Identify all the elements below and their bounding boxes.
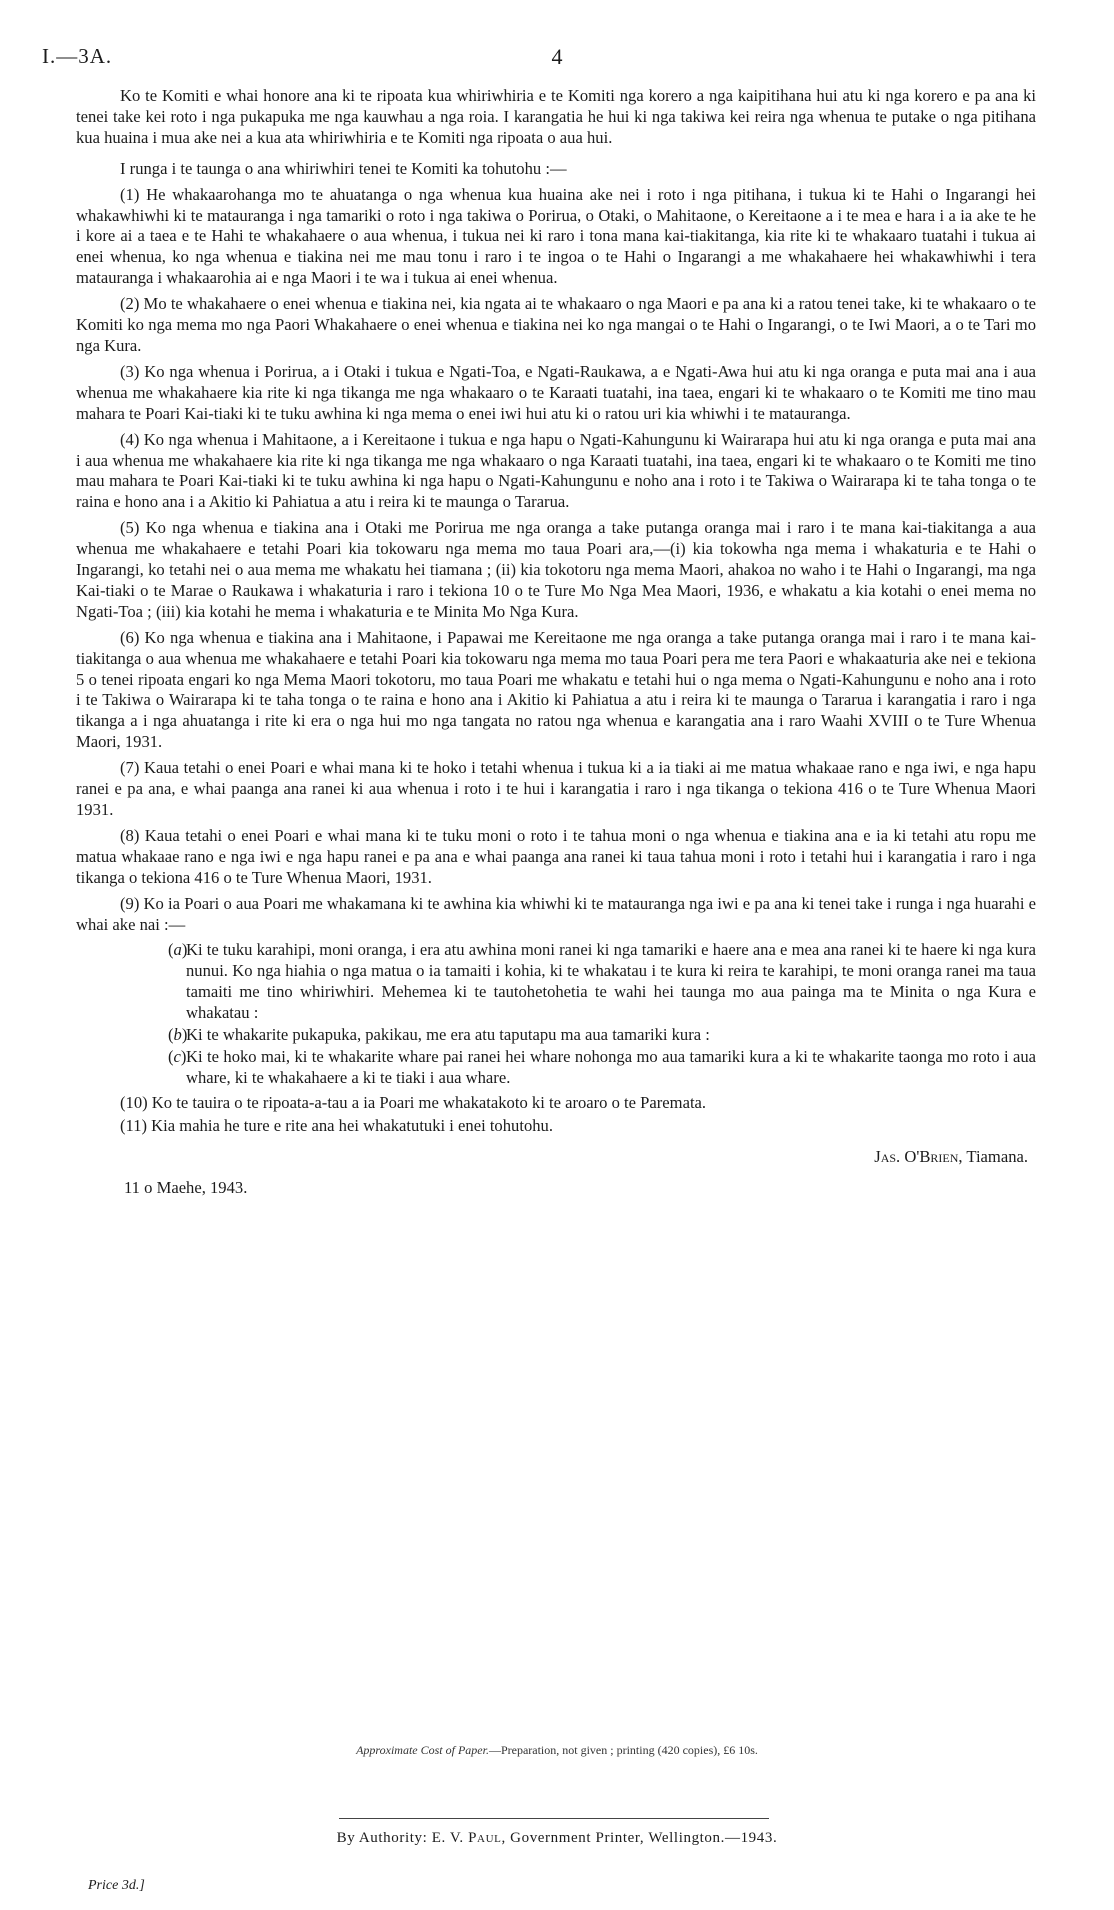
page-header — [42, 44, 1072, 74]
price-note: Price 3d.] — [88, 1878, 145, 1893]
signature — [76, 1147, 1036, 1168]
page-number: 4 — [551, 44, 563, 69]
recommendation-3: (3) Ko nga whenua i Porirua, a i Otaki i tukua e Ngati-Toa, e Ngati-Raukawa, a e Ngati-Awa hui atu ki nga oranga e puta mai ana i aua whenua me whakahaere kia rite ki nga tikanga me nga whakaaro o te Karaati tuatahi, ina taea, engari ki te whakaaro o te Komiti me tino mau mahara te Poari Kai-tiaki ki te tuku awhina ki nga mema o enei iwi hui atu ki o ratou uri kia whiwhi i te matauranga. — [76, 361, 1036, 423]
recommendation-1: (1) He whakaarohanga mo te ahuatanga o nga whenua kua huaina ake nei i roto i nga pitihana, i tukua ki te Hahi o Ingarangi hei whakawhiwhi ki te matauranga i nga tamariki o roto i nga takiwa o Porirua, o Otaki, o Mahitaone, o Kereitaone a i te mea e hara i a ia ake te he i kore ai a taea e te Hahi te whakahaere o aua whenua, i tukua nei ki raro i tona mana kai-tiakitanga, kia rite ki te whakaaro tuatahi i tukua ai enei whenua, ko nga whenua e tiakina nei me mau tonu i raro i te ingoa o te Hahi o Ingarangi a me whakahaere hei whakawhiwhi i tera matauranga i whakaarohia ai e nga Maori i te wa i tukua ai enei whenua. — [76, 184, 1036, 288]
recommendation-5: (5) Ko nga whenua e tiakina ana i Otaki me Porirua me nga oranga a take putanga oranga mai i raro i te mana kai-tiakitanga a aua whenua me whakahaere e tetahi Poari kia tokowaru nga mema mo taua Poari ara,—(i) kia tokowha nga mema i whakaturia e te Hahi o Ingarangi, ko tetahi nei o aua mema me whakatu hei tiamana ; (ii) kia tokotoru nga mema Maori, ahakoa no waho i te Hahi o Ingarangi, ma nga Kai-tiaki o te Marae o Raukawa i whakaturia i raro i tekiona 10 o te Ture Mo Nga Mea Maori, 1936, e whakatu a kia kotahi o enei mema no Ngati-Toa ; (iii) kia kotahi he mema i whakaturia e te Minita Mo Nga Kura. — [76, 518, 1036, 621]
subitem-a — [76, 940, 1036, 1024]
recommendation-2: (2) Mo te whakahaere o enei whenua e tiakina nei, kia ngata ai te whakaaro o nga Maori e pa ana ki a ratou tenei take, ki te whakaaro o te Komiti ko nga mema mo nga Paori Whakahaere o enei whenua e tiakina nei ko nga mangai o te Hahi o Ingarangi, o te Iwi Maori, a o te Tari mo nga Kura. — [76, 294, 1036, 355]
recommendation-4: (4) Ko nga whenua i Mahitaone, a i Kereitaone i tukua e nga hapu o Ngati-Kahungunu ki Wairarapa hui atu ki nga oranga e puta mai ana i aua whenua me whakahaere kia rite ki nga tikanga me nga whakaaro o nga Karaati tuatahi, ina taea, engari ki te whakaaro o te Komiti me tino mau mahara te Poari Kai-tiaki ki te tuku awhina ki nga hapu o Ngati-Kahungunu e noho ana i roto i te Takiwa o Wairarapa ki te taha tonga o te raina e hono ana i a Akitio ki Pahiatua a atu i reira ki te maunga o Tararua. — [76, 429, 1036, 512]
report-date: 11 o Maehe, 1943. — [124, 1177, 248, 1197]
recommendation-11: (11) Kia mahia he ture e rite ana hei whakatutuki i enei tohutohu. — [120, 1115, 553, 1135]
printer-name: Paul — [468, 1830, 502, 1846]
divider-rule — [339, 1818, 769, 1819]
recommendation-10: (10) Ko te tauira o te ripoata-a-tau a ia Poari me whakatakoto ki te aroaro o te Paremata. — [120, 1092, 707, 1112]
printer-authority: By Authority: E. V. Paul, Government Printer, Wellington.—1943. — [336, 1830, 778, 1846]
subitem-label: (a) — [168, 940, 188, 960]
subitem-text: Ki te tuku karahipi, moni oranga, i era atu awhina moni ranei ki nga tamariki e haere ana e mea ana ranei ki te haere ki nga kura nunui. Ko nga hiahia o nga matua o ia tamaiti i kohia, ki te whakatau i te kura ki reira te karahipi, te moni oranga ranei ma taua tamaiti me tino whiriwhiri. Mehemea ki te tautohetohetia te wahi hei taunga mo aua painga ma te Minita o nga Kura e whakatau : — [186, 940, 1036, 1023]
lead-paragraph: I runga i te taunga o ana whiriwhiri tenei te Komiti ka tohutohu :— — [120, 158, 567, 178]
report-body — [76, 86, 1036, 1198]
subitem-text: Ki te whakarite pukapuka, pakikau, me era atu taputapu ma aua tamariki kura : — [186, 1025, 710, 1045]
intro-paragraph: Ko te Komiti e whai honore ana ki te ripoata kua whiriwhiria e te Komiti nga korero a nga kaipitihana hui atu ki nga korero e pa ana ki tenei take kei roto i nga pukapuka me nga kauwhau a nga roia. I karangatia he hui ki nga takiwa kei reira nga whenua te putake o nga pitihana kua huaina i mua ake nei a kua ata whiriwhiria e te Komiti nga ripoata o aua hui. — [76, 86, 1036, 147]
cost-note — [0, 1743, 1114, 1758]
cost-label: Approximate Cost of Paper. — [356, 1743, 489, 1757]
recommendation-8: (8) Kaua tetahi o enei Poari e whai mana ki te tuku moni o roto i te tahua moni o nga whenua e tiakina ana e ia ki tetahi atu ropu me matua whakaae rano e nga iwi e nga hapu ranei e pa ana e whai paanga ana ranei ki taua tahua moni i roto i tetahi hui i karangatia i raro i nga tikanga o tekiona 416 o te Ture Whenua Maori, 1931. — [76, 825, 1036, 887]
subitem-label: (b) — [168, 1025, 188, 1045]
subitem-text: Ki te hoko mai, ki te whakarite whare pai ranei hei whare nohonga mo aua tamariki kura a ki te whakarite taonga mo roto i aua whare, ki te whakahaere a ki te tiaki i aua whare. — [186, 1046, 1036, 1087]
cost-text: —Preparation, not given ; printing (420 copies), £6 10s. — [488, 1743, 758, 1757]
recommendation-7: (7) Kaua tetahi o enei Poari e whai mana ki te hoko i tetahi whenua i tukua ki a ia tiaki ai me matua whakaae rano e nga iwi, e nga hapu ranei e pa ana, e whai paanga ana ranei ki aua whenua i roto i te hui i karangatia i raro i nga tikanga o tekiona 416 o te Ture Whenua Maori 1931. — [76, 758, 1036, 819]
subitem-c — [76, 1047, 1036, 1089]
recommendation-9: (9) Ko ia Poari o aua Poari me whakamana ki te awhina kia whiwhi ki te matauranga nga iwi e pa ana ki tenei take i runga i nga huarahi e whai ake nai :— — [76, 893, 1036, 934]
subitem-label: (c) — [168, 1046, 187, 1066]
signatory-title: , Tiamana. — [958, 1146, 1028, 1166]
signatory-name: Jas. O'Brien — [874, 1146, 959, 1166]
subitem-b — [76, 1025, 1036, 1046]
report-reference: I.—3A. — [42, 44, 113, 68]
recommendation-6: (6) Ko nga whenua e tiakina ana i Mahitaone, i Papawai me Kereitaone me nga oranga a take putanga oranga mai i raro i te mana kai-tiakitanga o aua whenua me whakahaere e tetahi Poari kia tokowaru nga mema mo taua Poari pera me tera Paori e whakaaturia ake nei e tekiona 5 o tenei ripoata engari ko nga Mema Maori tokotoru, mo taua Poari me whakatu e tetahi hui o nga mema o Ngati-Kahungunu e noho ana i roto i te Takiwa o Wairarapa ki te taha tonga o te raina e hono ana i Akitio ki Pahiatua a atu i reira ki te maunga o Tararua i karangatia i raro i nga tikanga a i nga ahuatanga i rite ki era o nga hui mo nga tangata no ratou nga whenua e karangatia ana i raro Waahi XVIII o te Ture Whenua Maori, 1931. — [76, 627, 1036, 752]
